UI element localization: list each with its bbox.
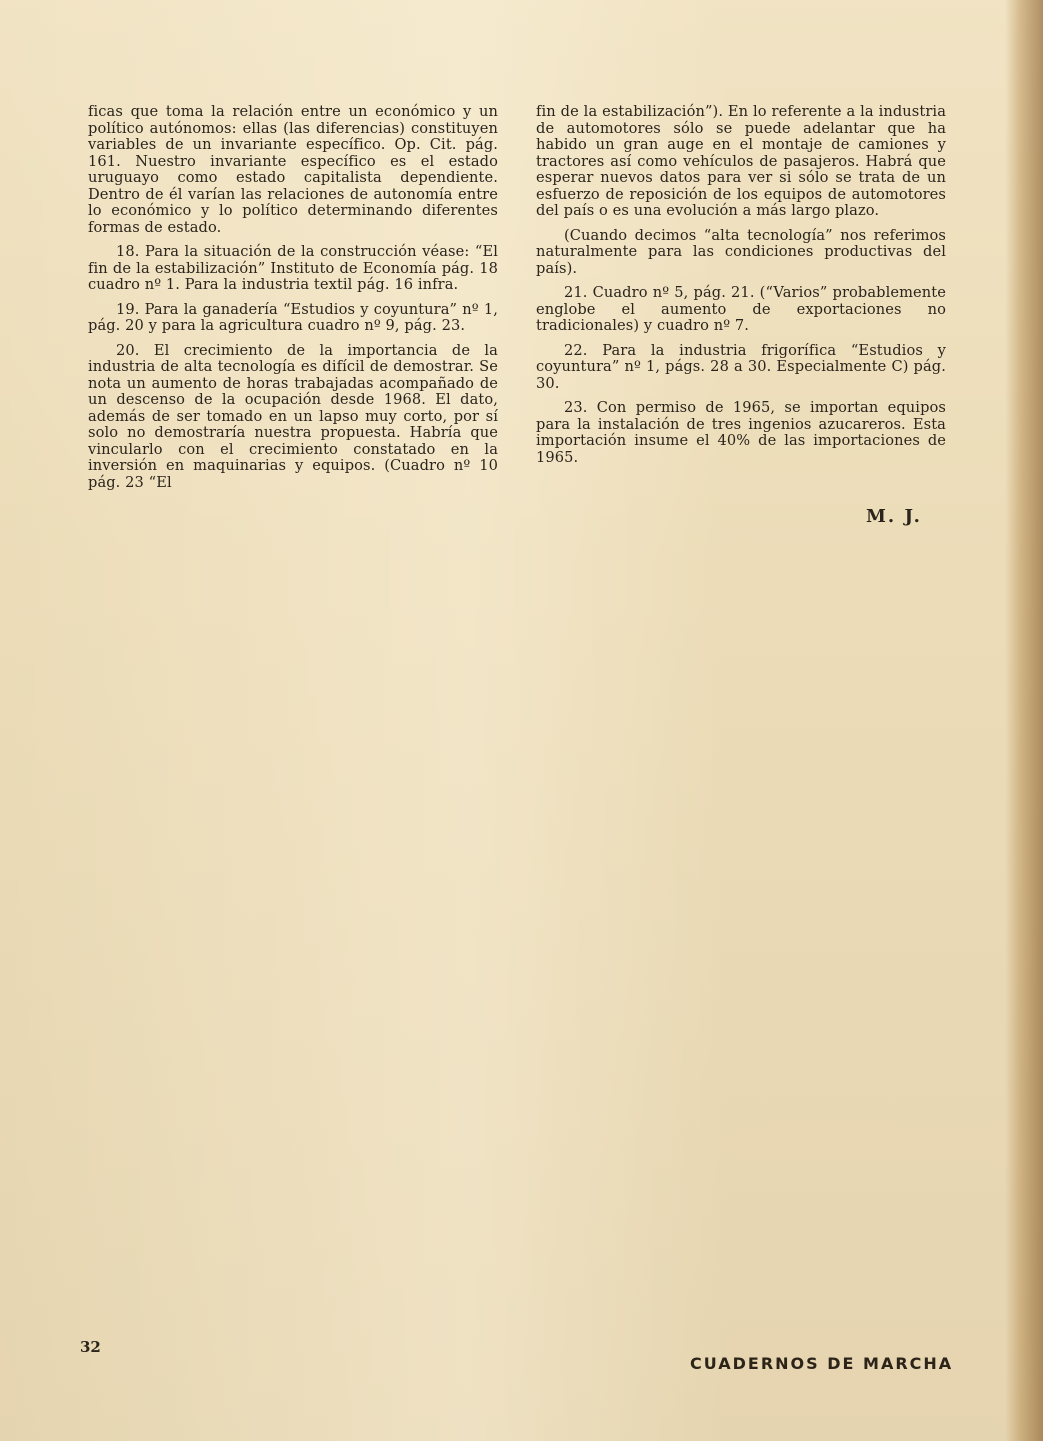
footnote-21: 21. Cuadro nº 5, pág. 21. (“Varios” probablemente englobe el aumento de exportaciones no tradicionales) y cuadro nº 7. bbox=[536, 284, 946, 334]
publication-footer: CUADERNOS DE MARCHA bbox=[690, 1354, 954, 1373]
author-signature: M. J. bbox=[866, 506, 922, 527]
footnote-22: 22. Para la industria frigorífica “Estudios y coyuntura” nº 1, págs. 28 a 30. Especialmente C) pág. 30. bbox=[536, 341, 946, 392]
page-edge-shadow bbox=[1005, 0, 1043, 1441]
left-column bbox=[88, 104, 498, 499]
footnote-20: 20. El crecimiento de la importancia de la industria de alta tecnología es difícil de demostrar. Se nota un aumento de horas trabajadas acompañado de un descenso de la ocupación desde 1968. El dato, además de ser tomado en un lapso muy corto, por sí solo no demostraría nuestra propuesta. Habría que vincularlo con el crecimiento constatado en la inversión en maquinarias y equipos. (Cuadro nº 10 pág. 23 “El bbox=[88, 341, 498, 491]
footnote-20-remark: (Cuando decimos “alta tecnología” nos referimos naturalmente para las condiciones productivas del país). bbox=[536, 226, 946, 277]
footnote-19: 19. Para la ganadería “Estudios y coyuntura” nº 1, pág. 20 y para la agricultura cuadro nº 9, pág. 23. bbox=[88, 300, 498, 334]
right-column bbox=[536, 104, 946, 474]
page-number: 32 bbox=[80, 1338, 101, 1356]
footnote-23: 23. Con permiso de 1965, se importan equipos para la instalación de tres ingenios azucareros. Esta importación insume el 40% de las importaciones de 1965. bbox=[536, 399, 946, 466]
footnote-20-continuation: fin de la estabilización”). En lo referente a la industria de automotores sólo se puede adelantar que ha habido un gran auge en el montaje de camiones y tractores así como vehículos de pasajeros. Habrá que esperar nuevos datos para ver si sólo se trata de un esfuerzo de reposición de los equipos de automotores del país o es una evolución a más largo plazo. bbox=[536, 103, 946, 219]
footnote-continuation: ficas que toma la relación entre un económico y un político autónomos: ellas (las diferencias) constituyen variables de un invariante específico. Op. Cit. pág. 161. Nuestro invariante específico es el estado uruguayo como estado capitalista dependiente. Dentro de él varían las relaciones de autonomía entre lo económico y lo político determinando diferentes formas de estado. bbox=[88, 103, 498, 236]
footnote-18: 18. Para la situación de la construcción véase: “El fin de la estabilización” Instituto de Economía pág. 18 cuadro nº 1. Para la industria textil pág. 16 infra. bbox=[88, 243, 498, 293]
